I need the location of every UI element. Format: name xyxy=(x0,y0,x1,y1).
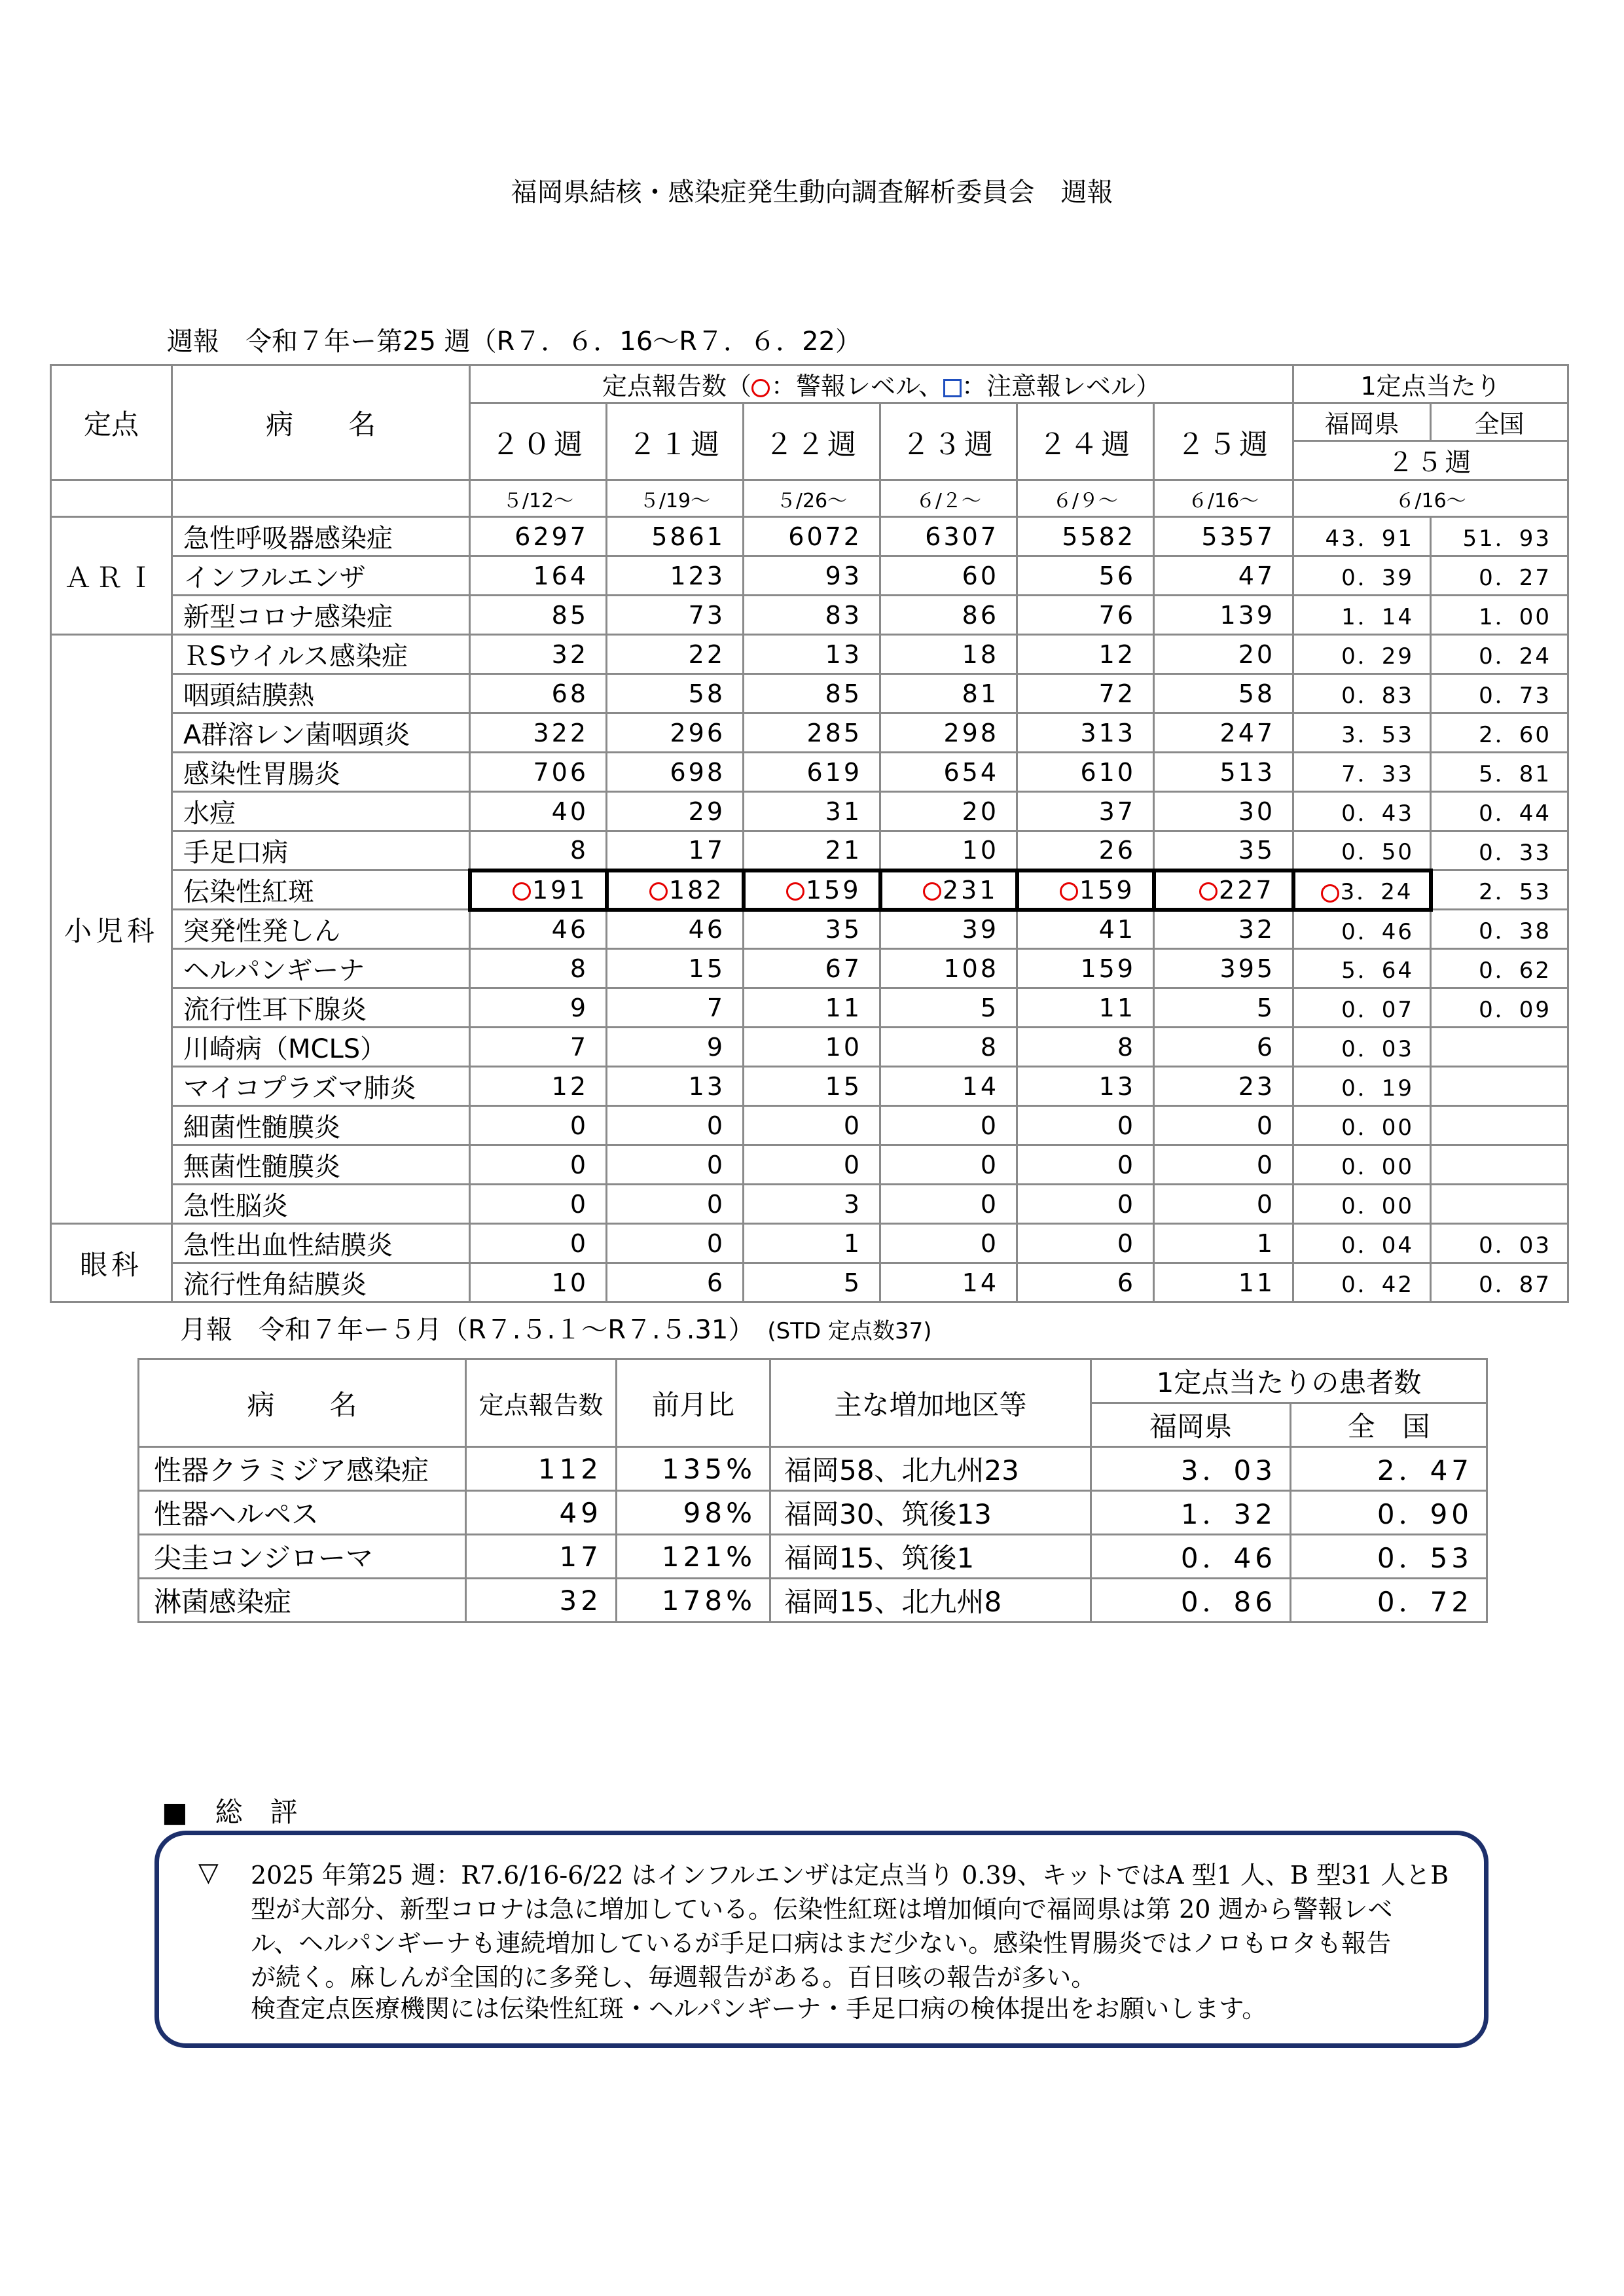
monthly-areas: 福岡15、筑後1 xyxy=(770,1535,1091,1579)
weekly-count xyxy=(470,870,607,910)
rate-national: 0．24 xyxy=(1431,635,1568,674)
weekly-count-value: 159 xyxy=(805,875,861,905)
alert-circle-icon xyxy=(1199,882,1218,901)
rate-fukuoka: 0．29 xyxy=(1293,635,1431,674)
table-row xyxy=(51,674,1568,713)
monthly-header-mom: 前月比 xyxy=(617,1359,770,1447)
weekly-count: 706 xyxy=(470,753,607,792)
monthly-fukuoka: 0．86 xyxy=(1091,1579,1291,1623)
weekly-count: 18 xyxy=(880,635,1017,674)
weekly-count: 296 xyxy=(607,713,744,753)
monthly-header-reports: 定点報告数 xyxy=(466,1359,617,1447)
weekly-count: 46 xyxy=(470,910,607,949)
weekly-count: 619 xyxy=(744,753,880,792)
table-row xyxy=(139,1491,1487,1535)
weekly-count: 13 xyxy=(744,635,880,674)
weekly-count: 0 xyxy=(1154,1185,1293,1224)
monthly-national: 0．53 xyxy=(1291,1535,1487,1579)
alert-circle-icon xyxy=(513,882,531,901)
weekly-count: 35 xyxy=(744,910,880,949)
monthly-fukuoka: 0．46 xyxy=(1091,1535,1291,1579)
weekly-count: 67 xyxy=(744,949,880,988)
weekly-count: 298 xyxy=(880,713,1017,753)
rate-fukuoka: 0．83 xyxy=(1293,674,1431,713)
weekly-count: 29 xyxy=(607,792,744,831)
weekly-count: 6 xyxy=(1154,1028,1293,1067)
rate-national: 0．38 xyxy=(1431,910,1568,949)
summary-heading: ■ 総 評 xyxy=(162,1796,298,1828)
weekly-count: 13 xyxy=(607,1067,744,1106)
disease-name: インフルエンザ xyxy=(172,556,470,596)
weekly-count: 56 xyxy=(1017,556,1154,596)
header-national: 全国 xyxy=(1431,403,1568,441)
rate-fukuoka: 1．14 xyxy=(1293,596,1431,635)
rate-fukuoka: 0．50 xyxy=(1293,831,1431,870)
table-row xyxy=(51,792,1568,831)
monthly-fukuoka: 1．32 xyxy=(1091,1491,1291,1535)
monthly-ratio: 98% xyxy=(617,1491,770,1535)
monthly-table xyxy=(137,1358,1488,1623)
rate-national: 0．44 xyxy=(1431,792,1568,831)
weekly-count: 0 xyxy=(607,1185,744,1224)
disease-name: 細菌性髄膜炎 xyxy=(172,1106,470,1145)
weekly-count: 26 xyxy=(1017,831,1154,870)
weekly-count: 40 xyxy=(470,792,607,831)
weekly-count: 8 xyxy=(470,831,607,870)
weekly-count: 3 xyxy=(744,1185,880,1224)
weekly-count: 0 xyxy=(744,1145,880,1185)
weekly-count: 39 xyxy=(880,910,1017,949)
rate-national: 0．27 xyxy=(1431,556,1568,596)
weekly-count: 46 xyxy=(607,910,744,949)
monthly-national: 2．47 xyxy=(1291,1447,1487,1491)
week-date: ６/９〜 xyxy=(1017,480,1154,517)
weekly-count: 654 xyxy=(880,753,1017,792)
week-date: ６/16〜 xyxy=(1154,480,1293,517)
monthly-count: 112 xyxy=(466,1447,617,1491)
rate-fukuoka: 0．39 xyxy=(1293,556,1431,596)
rate-national xyxy=(1431,1106,1568,1145)
weekly-count: 698 xyxy=(607,753,744,792)
weekly-count: 60 xyxy=(880,556,1017,596)
weekly-count: 13 xyxy=(1017,1067,1154,1106)
weekly-count: 123 xyxy=(607,556,744,596)
week-header: ２５週 xyxy=(1154,403,1293,480)
disease-name: 性器ヘルペス xyxy=(139,1491,466,1535)
weekly-count: 15 xyxy=(744,1067,880,1106)
disease-name: ＲSウイルス感染症 xyxy=(172,635,470,674)
weekly-count xyxy=(1017,870,1154,910)
rate-national: 0．87 xyxy=(1431,1263,1568,1302)
weekly-count: 0 xyxy=(744,1106,880,1145)
monthly-header-national: 全 国 xyxy=(1291,1403,1487,1447)
rate-fukuoka: 0．19 xyxy=(1293,1067,1431,1106)
weekly-count: 164 xyxy=(470,556,607,596)
disease-name: 突発性発しん xyxy=(172,910,470,949)
weekly-count: 9 xyxy=(607,1028,744,1067)
weekly-count: 0 xyxy=(470,1224,607,1263)
rate-national: 1．00 xyxy=(1431,596,1568,635)
weekly-count: 93 xyxy=(744,556,880,596)
summary-line: 型が大部分、新型コロナは急に増加している。伝染性紅斑は増加傾向で福岡県は第 20 週から警報レベ xyxy=(251,1895,1393,1924)
weekly-count: 0 xyxy=(1154,1106,1293,1145)
alert-circle-icon xyxy=(751,379,770,397)
weekly-count: 139 xyxy=(1154,596,1293,635)
disease-name: 水痘 xyxy=(172,792,470,831)
weekly-count: 9 xyxy=(470,988,607,1028)
weekly-count-value: 191 xyxy=(532,875,588,905)
weekly-count: 76 xyxy=(1017,596,1154,635)
weekly-count: 5861 xyxy=(607,517,744,556)
weekly-count xyxy=(880,870,1017,910)
summary-line: が続く。麻しんが全国的に多発し、毎週報告がある。百日咳の報告が多い。 xyxy=(251,1963,1096,1992)
rate-national: 2．60 xyxy=(1431,713,1568,753)
weekly-count: 31 xyxy=(744,792,880,831)
rate-national: 0．09 xyxy=(1431,988,1568,1028)
disease-name: 新型コロナ感染症 xyxy=(172,596,470,635)
weekly-count: 85 xyxy=(470,596,607,635)
monthly-areas: 福岡58、北九州23 xyxy=(770,1447,1091,1491)
rate-fukuoka: 0．00 xyxy=(1293,1185,1431,1224)
monthly-areas: 福岡30、筑後13 xyxy=(770,1491,1091,1535)
rate-national xyxy=(1431,1067,1568,1106)
rate-national: 2．53 xyxy=(1431,870,1568,910)
monthly-count: 17 xyxy=(466,1535,617,1579)
weekly-count: 1 xyxy=(744,1224,880,1263)
weekly-count-value: 159 xyxy=(1079,875,1135,905)
alert-circle-icon xyxy=(1321,884,1339,903)
weekly-count: 0 xyxy=(1154,1145,1293,1185)
monthly-heading-text: 月報 令和７年ー５月（R７.５.１〜R７.５.31） xyxy=(180,1315,742,1345)
disease-name: ヘルパンギーナ xyxy=(172,949,470,988)
alert-circle-icon xyxy=(649,882,668,901)
weekly-count: 72 xyxy=(1017,674,1154,713)
weekly-count: 86 xyxy=(880,596,1017,635)
weekly-count: 0 xyxy=(1017,1185,1154,1224)
weekly-heading: 週報 令和７年ー第25 週（R７．６．16〜R７．６．22） xyxy=(167,327,861,357)
weekly-count: 5 xyxy=(880,988,1017,1028)
table-row xyxy=(139,1535,1487,1579)
header-reports-prefix: 定点報告数（ xyxy=(602,372,752,401)
monthly-areas: 福岡15、北九州8 xyxy=(770,1579,1091,1623)
monthly-national: 0．72 xyxy=(1291,1579,1487,1623)
weekly-count: 10 xyxy=(880,831,1017,870)
rate-fukuoka: 7．33 xyxy=(1293,753,1431,792)
weekly-count: 35 xyxy=(1154,831,1293,870)
disease-name: 川崎病（MCLS） xyxy=(172,1028,470,1067)
weekly-count: 7 xyxy=(470,1028,607,1067)
header-per-site: 1定点当たり xyxy=(1293,365,1568,403)
monthly-count: 32 xyxy=(466,1579,617,1623)
table-row xyxy=(51,635,1568,674)
disease-name: 伝染性紅斑 xyxy=(172,870,470,910)
disease-name: A群溶レン菌咽頭炎 xyxy=(172,713,470,753)
weekly-count: 10 xyxy=(470,1263,607,1302)
weekly-count: 108 xyxy=(880,949,1017,988)
table-row xyxy=(139,1579,1487,1623)
weekly-count: 0 xyxy=(470,1185,607,1224)
weekly-count-value: 227 xyxy=(1219,875,1274,905)
header-reports-alert: ：警報レベル、 xyxy=(771,372,944,401)
table-row xyxy=(139,1447,1487,1491)
rate-national xyxy=(1431,1185,1568,1224)
table-row xyxy=(51,1106,1568,1145)
blank-cell xyxy=(172,480,470,517)
weekly-count: 14 xyxy=(880,1263,1017,1302)
monthly-ratio: 135% xyxy=(617,1447,770,1491)
summary-box xyxy=(154,1831,1489,2048)
week-header: ２４週 xyxy=(1017,403,1154,480)
weekly-count: 30 xyxy=(1154,792,1293,831)
rate-fukuoka: 0．00 xyxy=(1293,1106,1431,1145)
monthly-count: 49 xyxy=(466,1491,617,1535)
weekly-count: 0 xyxy=(880,1106,1017,1145)
weekly-count: 83 xyxy=(744,596,880,635)
week-date: ５/26〜 xyxy=(744,480,880,517)
weekly-count: 23 xyxy=(1154,1067,1293,1106)
table-row xyxy=(51,1028,1568,1067)
weekly-count xyxy=(1154,870,1293,910)
disease-name: 急性脳炎 xyxy=(172,1185,470,1224)
monthly-header-fukuoka: 福岡県 xyxy=(1091,1403,1291,1447)
disease-name: 性器クラミジア感染症 xyxy=(139,1447,466,1491)
header-reports-caution: ：注意報レベル） xyxy=(962,372,1161,401)
weekly-count: 159 xyxy=(1017,949,1154,988)
week-header: ２１週 xyxy=(607,403,744,480)
weekly-count: 6307 xyxy=(880,517,1017,556)
rate-fukuoka: 0．42 xyxy=(1293,1263,1431,1302)
weekly-count xyxy=(607,870,744,910)
weekly-count: 73 xyxy=(607,596,744,635)
table-row xyxy=(51,1263,1568,1302)
weekly-count: 20 xyxy=(880,792,1017,831)
monthly-header-disease: 病 名 xyxy=(139,1359,466,1447)
disease-name: 無菌性髄膜炎 xyxy=(172,1145,470,1185)
rate-fukuoka: 0．07 xyxy=(1293,988,1431,1028)
rate-fukuoka: 3．53 xyxy=(1293,713,1431,753)
weekly-count: 58 xyxy=(1154,674,1293,713)
weekly-count: 68 xyxy=(470,674,607,713)
rate-national: 5．81 xyxy=(1431,753,1568,792)
table-row xyxy=(51,831,1568,870)
disease-name: 急性出血性結膜炎 xyxy=(172,1224,470,1263)
rate-fukuoka-value: 3．24 xyxy=(1340,879,1413,905)
disease-name: 尖圭コンジローマ xyxy=(139,1535,466,1579)
weekly-count: 0 xyxy=(880,1145,1017,1185)
triangle-icon: ▽ xyxy=(198,1857,219,1888)
weekly-count: 5582 xyxy=(1017,517,1154,556)
week-date: ５/19〜 xyxy=(607,480,744,517)
monthly-fukuoka: 3．03 xyxy=(1091,1447,1291,1491)
weekly-table xyxy=(50,364,1569,1303)
table-row xyxy=(51,556,1568,596)
weekly-count: 0 xyxy=(607,1106,744,1145)
table-row xyxy=(51,870,1568,910)
weekly-count: 81 xyxy=(880,674,1017,713)
alert-circle-icon xyxy=(923,882,941,901)
summary-line: ル、ヘルパンギーナも連続増加しているが手足口病はまだ少ない。感染性胃腸炎ではノロもロタも報告 xyxy=(251,1929,1392,1958)
caution-square-icon xyxy=(943,379,962,397)
weekly-count: 0 xyxy=(1017,1224,1154,1263)
header-reports xyxy=(470,365,1293,403)
table-row xyxy=(51,988,1568,1028)
weekly-count: 20 xyxy=(1154,635,1293,674)
rate-fukuoka xyxy=(1293,870,1431,910)
header-current-week: ２５週 xyxy=(1293,441,1568,480)
weekly-count: 47 xyxy=(1154,556,1293,596)
week-date: ５/12〜 xyxy=(470,480,607,517)
weekly-count xyxy=(744,870,880,910)
rate-fukuoka: 0．03 xyxy=(1293,1028,1431,1067)
weekly-count: 1 xyxy=(1154,1224,1293,1263)
category-ophthalmology: 眼科 xyxy=(51,1224,172,1302)
rate-national: 0．62 xyxy=(1431,949,1568,988)
weekly-count: 5 xyxy=(744,1263,880,1302)
disease-name: 咽頭結膜熱 xyxy=(172,674,470,713)
table-row xyxy=(51,1185,1568,1224)
disease-name: 手足口病 xyxy=(172,831,470,870)
monthly-header-areas: 主な増加地区等 xyxy=(770,1359,1091,1447)
rate-national: 0．03 xyxy=(1431,1224,1568,1263)
weekly-count: 15 xyxy=(607,949,744,988)
monthly-std: (STD 定点数37) xyxy=(767,1318,932,1344)
rate-fukuoka: 43．91 xyxy=(1293,517,1431,556)
table-row xyxy=(51,1145,1568,1185)
weekly-count: 5 xyxy=(1154,988,1293,1028)
rate-national: 51．93 xyxy=(1431,517,1568,556)
weekly-count: 85 xyxy=(744,674,880,713)
weekly-count: 0 xyxy=(470,1145,607,1185)
table-row xyxy=(51,753,1568,792)
header-disease: 病 名 xyxy=(172,365,470,480)
table-row xyxy=(51,910,1568,949)
weekly-count: 0 xyxy=(880,1185,1017,1224)
disease-name: 感染性胃腸炎 xyxy=(172,753,470,792)
header-current-date: ６/16〜 xyxy=(1293,480,1568,517)
week-date: ６/２〜 xyxy=(880,480,1017,517)
header-teiten: 定点 xyxy=(51,365,172,480)
weekly-count: 8 xyxy=(470,949,607,988)
weekly-count: 395 xyxy=(1154,949,1293,988)
alert-circle-icon xyxy=(1060,882,1078,901)
weekly-count: 610 xyxy=(1017,753,1154,792)
rate-national: 0．73 xyxy=(1431,674,1568,713)
week-header: ２０週 xyxy=(470,403,607,480)
weekly-count: 6 xyxy=(1017,1263,1154,1302)
weekly-count: 285 xyxy=(744,713,880,753)
weekly-count: 247 xyxy=(1154,713,1293,753)
table-row xyxy=(51,1224,1568,1263)
category-ari: ＡＲＩ xyxy=(51,517,172,635)
weekly-count: 12 xyxy=(1017,635,1154,674)
category-pediatrics: 小児科 xyxy=(51,635,172,1224)
rate-fukuoka: 0．00 xyxy=(1293,1145,1431,1185)
weekly-count: 0 xyxy=(1017,1106,1154,1145)
disease-name: 流行性耳下腺炎 xyxy=(172,988,470,1028)
weekly-count: 6297 xyxy=(470,517,607,556)
weekly-count: 10 xyxy=(744,1028,880,1067)
monthly-ratio: 178% xyxy=(617,1579,770,1623)
weekly-count: 32 xyxy=(470,635,607,674)
weekly-count: 513 xyxy=(1154,753,1293,792)
table-row xyxy=(51,596,1568,635)
weekly-count: 313 xyxy=(1017,713,1154,753)
weekly-count: 322 xyxy=(470,713,607,753)
table-row xyxy=(51,517,1568,556)
weekly-count: 7 xyxy=(607,988,744,1028)
weekly-count: 0 xyxy=(607,1145,744,1185)
disease-name: 流行性角結膜炎 xyxy=(172,1263,470,1302)
summary-line: 2025 年第25 週：R7.6/16-6/22 はインフルエンザは定点当り 0.39、キットではA 型1 人、B 型31 人とB xyxy=(251,1861,1449,1890)
week-header: ２２週 xyxy=(744,403,880,480)
rate-fukuoka: 0．43 xyxy=(1293,792,1431,831)
weekly-count: 0 xyxy=(470,1106,607,1145)
rate-fukuoka: 0．04 xyxy=(1293,1224,1431,1263)
blank-cell xyxy=(51,480,172,517)
weekly-count: 8 xyxy=(880,1028,1017,1067)
monthly-header-per-site: 1定点当たりの患者数 xyxy=(1091,1359,1487,1403)
weekly-count: 5357 xyxy=(1154,517,1293,556)
disease-name: 淋菌感染症 xyxy=(139,1579,466,1623)
week-header: ２３週 xyxy=(880,403,1017,480)
page-title: 福岡県結核・感染症発生動向調査解析委員会 週報 xyxy=(511,177,1113,207)
table-row xyxy=(51,1067,1568,1106)
weekly-count: 6072 xyxy=(744,517,880,556)
rate-fukuoka: 5．64 xyxy=(1293,949,1431,988)
weekly-count: 11 xyxy=(744,988,880,1028)
rate-national xyxy=(1431,1028,1568,1067)
weekly-count-value: 182 xyxy=(668,875,725,905)
monthly-national: 0．90 xyxy=(1291,1491,1487,1535)
weekly-count: 8 xyxy=(1017,1028,1154,1067)
weekly-count: 58 xyxy=(607,674,744,713)
weekly-count: 41 xyxy=(1017,910,1154,949)
weekly-count-value: 231 xyxy=(942,875,998,905)
monthly-heading xyxy=(180,1309,931,1346)
rate-national xyxy=(1431,1145,1568,1185)
weekly-count: 0 xyxy=(607,1224,744,1263)
rate-fukuoka: 0．46 xyxy=(1293,910,1431,949)
weekly-count: 32 xyxy=(1154,910,1293,949)
weekly-count: 6 xyxy=(607,1263,744,1302)
weekly-count: 17 xyxy=(607,831,744,870)
weekly-count: 11 xyxy=(1017,988,1154,1028)
weekly-count: 11 xyxy=(1154,1263,1293,1302)
weekly-count: 22 xyxy=(607,635,744,674)
table-row xyxy=(51,949,1568,988)
table-row xyxy=(51,713,1568,753)
weekly-count: 37 xyxy=(1017,792,1154,831)
disease-name: マイコプラズマ肺炎 xyxy=(172,1067,470,1106)
weekly-count: 14 xyxy=(880,1067,1017,1106)
weekly-count: 0 xyxy=(1017,1145,1154,1185)
header-fukuoka: 福岡県 xyxy=(1293,403,1431,441)
disease-name: 急性呼吸器感染症 xyxy=(172,517,470,556)
weekly-count: 0 xyxy=(880,1224,1017,1263)
weekly-count: 21 xyxy=(744,831,880,870)
weekly-count: 12 xyxy=(470,1067,607,1106)
monthly-ratio: 121% xyxy=(617,1535,770,1579)
alert-circle-icon xyxy=(786,882,804,901)
summary-line: 検査定点医療機関には伝染性紅斑・ヘルパンギーナ・手足口病の検体提出をお願いします。 xyxy=(251,1994,1267,2023)
rate-national: 0．33 xyxy=(1431,831,1568,870)
